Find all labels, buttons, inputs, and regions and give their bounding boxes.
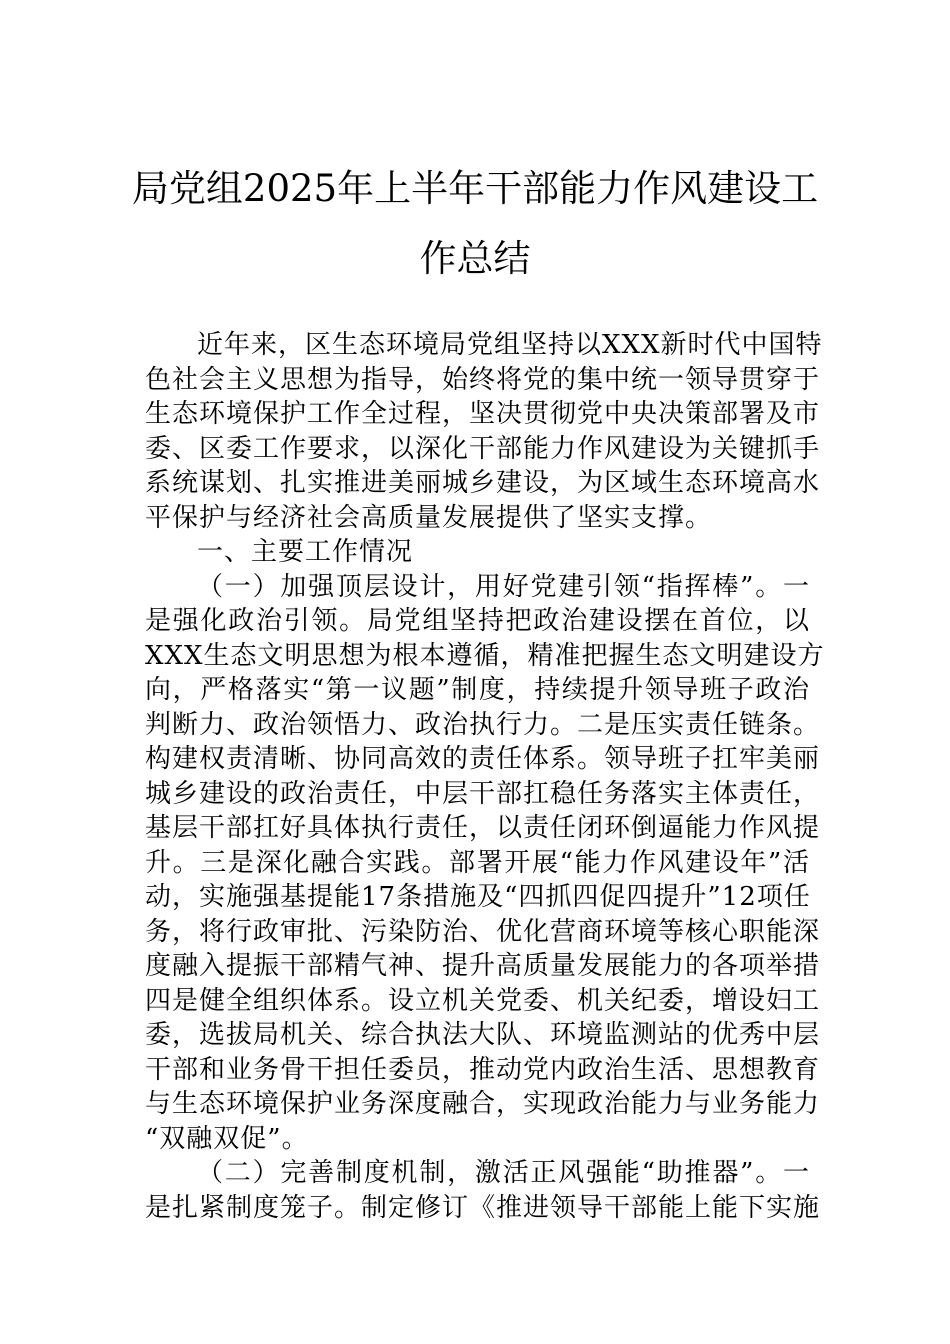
subsection-heading-line: （二）完善制度机制，激活正风强能“助推器”。一 xyxy=(197,1158,810,1188)
paragraph-line: 务，将行政审批、污染防治、优化营商环境等核心职能深 xyxy=(145,916,821,947)
paragraph-line: 判断力、政治领悟力、政治执行力。二是压实责任链条。 xyxy=(145,709,821,740)
paragraph-line: 向，严格落实“第一议题”制度，持续提升领导班子政治 xyxy=(145,675,810,705)
document-title-line-1: 局党组2025年上半年干部能力作风建设工 xyxy=(131,167,819,210)
paragraph-line: 动，实施强基提能17条措施及“四抓四促四提升”12项任 xyxy=(145,882,811,912)
paragraph-line: 近年来，区生态环境局党组坚持以XXX新时代中国特 xyxy=(197,330,823,360)
paragraph-line: 系统谋划、扎实推进美丽城乡建设，为区域生态环境高水 xyxy=(145,468,821,498)
section-heading: 一、主要工作情况 xyxy=(197,537,414,567)
paragraph-line: 委、区委工作要求，以深化干部能力作风建设为关键抓手 xyxy=(145,433,821,464)
paragraph-line: 构建权责清晰、协同高效的责任体系。领导班子扛牢美丽 xyxy=(145,744,821,774)
paragraph-line: XXX生态文明思想为根本遵循，精准把握生态文明建设方 xyxy=(145,640,825,671)
paragraph-line: 度融入提振干部精气神、提升高质量发展能力的各项举措 xyxy=(145,951,821,981)
paragraph-line: 与生态环境保护业务深度融合，实现政治能力与业务能力 xyxy=(145,1089,821,1119)
paragraph-line: 四是健全组织体系。设立机关党委、机关纪委，增设妇工 xyxy=(145,985,821,1016)
paragraph-line: 是扎紧制度笼子。制定修订《推进领导干部能上能下实施 xyxy=(145,1192,821,1223)
document-title-line-2: 作总结 xyxy=(419,237,531,280)
paragraph-line: 委，选拔局机关、综合执法大队、环境监测站的优秀中层 xyxy=(145,1020,821,1050)
paragraph-line: 平保护与经济社会高质量发展提供了坚实支撑。 xyxy=(145,502,713,533)
document-body xyxy=(145,328,825,1225)
paragraph-line: 城乡建设的政治责任，中层干部扛稳任务落实主体责任， xyxy=(145,778,821,809)
paragraph-line: 干部和业务骨干担任委员，推动党内政治生活、思想教育 xyxy=(145,1054,821,1085)
paragraph-line: 是强化政治引领。局党组坚持把政治建设摆在首位，以 xyxy=(145,606,810,636)
paragraph-line: 基层干部扛好具体执行责任，以责任闭环倒逼能力作风提 xyxy=(145,813,821,843)
subsection-heading-line: （一）加强顶层设计，用好党建引领“指挥棒”。一 xyxy=(197,571,810,602)
paragraph-line: 色社会主义思想为指导，始终将党的集中统一领导贯穿于 xyxy=(145,364,821,395)
paragraph-line: “双融双促”。 xyxy=(145,1123,309,1154)
paragraph-line: 生态环境保护工作全过程，坚决贯彻党中央决策部署及市 xyxy=(145,399,821,429)
paragraph-line: 升。三是深化融合实践。部署开展“能力作风建设年”活 xyxy=(145,847,810,878)
